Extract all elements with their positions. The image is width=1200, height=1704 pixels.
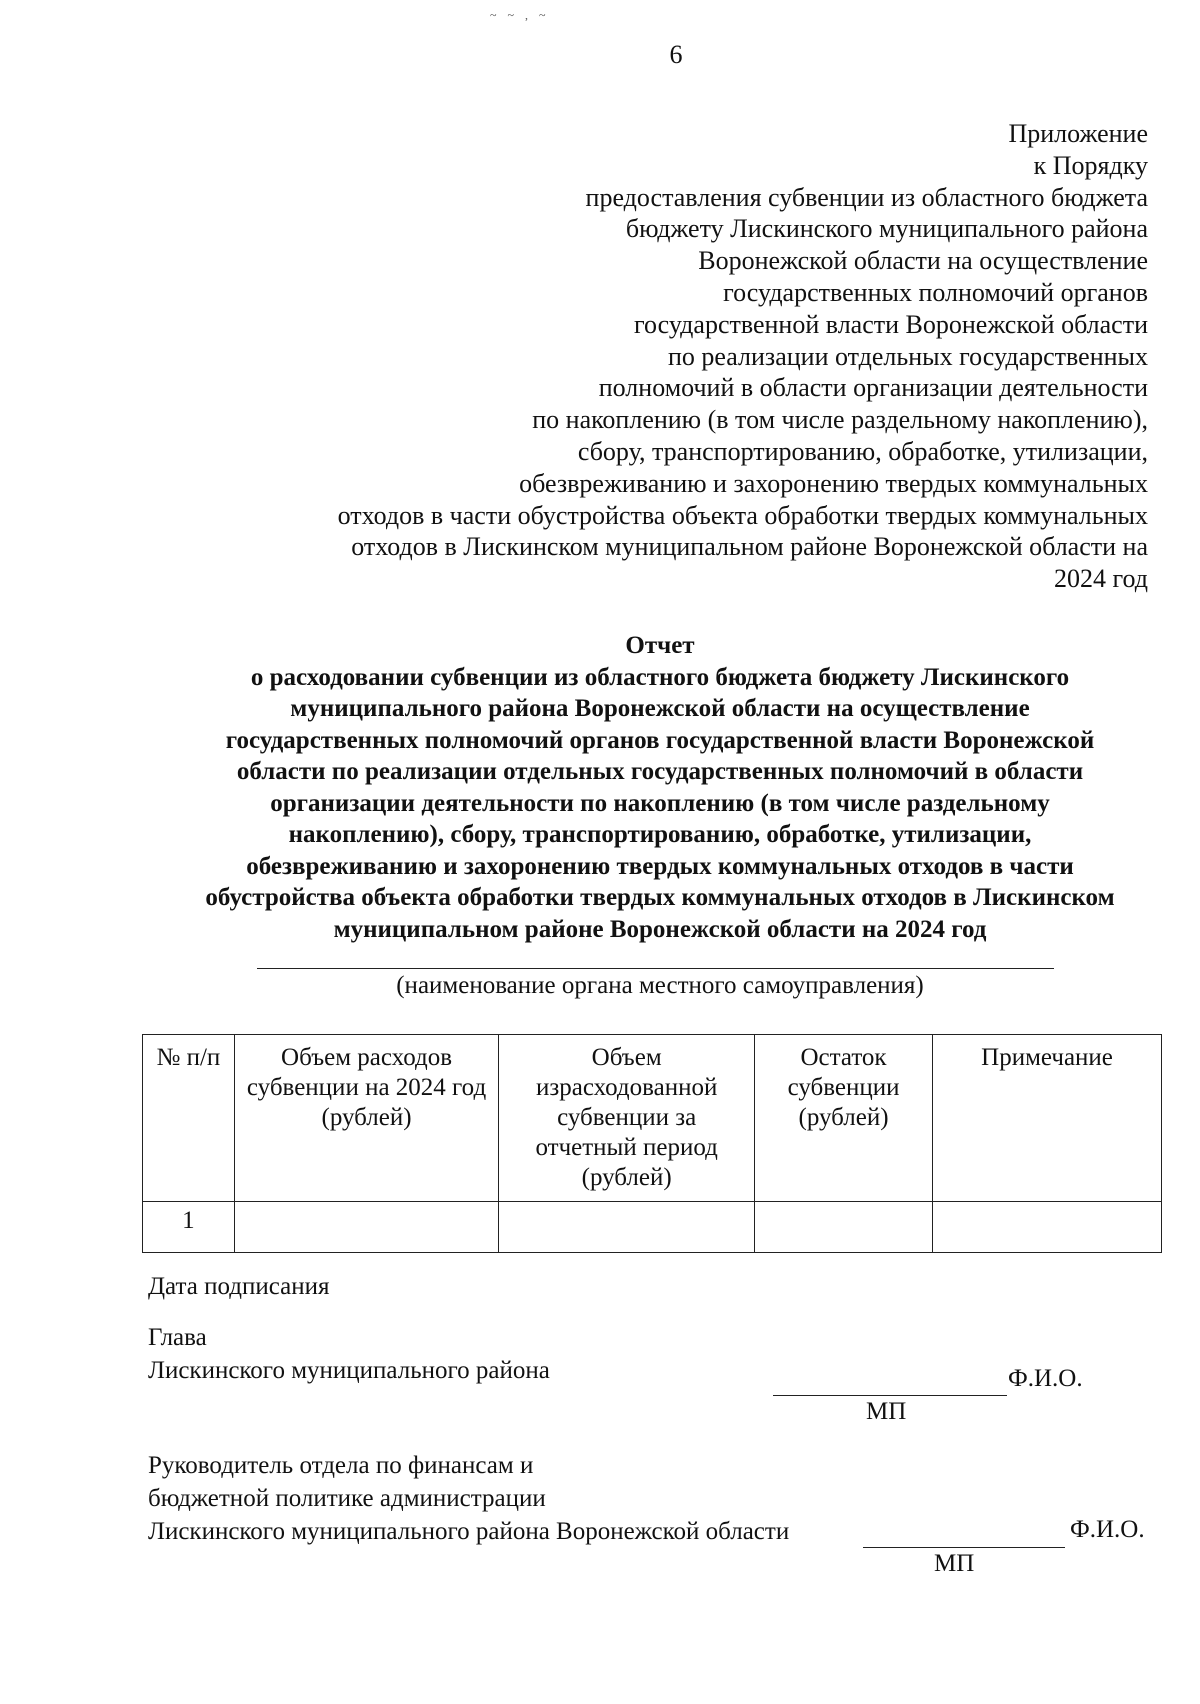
report-title-line: накоплению), сбору, транспортированию, обработке, утилизации, bbox=[288, 821, 1032, 848]
finance-signature-title bbox=[148, 1449, 789, 1548]
appendix-line: Приложение bbox=[1008, 119, 1148, 148]
scan-marks: ~ ~ , ~ bbox=[490, 8, 550, 22]
cell-number: 1 bbox=[143, 1202, 235, 1253]
appendix-line: обезвреживанию и захоронению твердых коммунальных bbox=[519, 468, 1148, 498]
appendix-line: предоставления субвенции из областного бюджета bbox=[585, 182, 1148, 212]
cell-remaining-balance bbox=[755, 1202, 933, 1253]
appendix-line: Воронежской области на осуществление bbox=[698, 246, 1148, 276]
report-title-heading: Отчет bbox=[625, 632, 695, 659]
finance-title-line: бюджетной политике администрации bbox=[148, 1485, 546, 1512]
table-row bbox=[143, 1202, 1162, 1253]
finance-title-line: Руководитель отдела по финансам и bbox=[148, 1452, 534, 1479]
report-table bbox=[142, 1034, 1162, 1253]
signing-date-label: Дата подписания bbox=[148, 1273, 330, 1300]
header-spent-amount: Объем израсходованной субвенции за отчетный период (рублей) bbox=[499, 1035, 755, 1202]
head-stamp-label: МП bbox=[866, 1398, 907, 1425]
head-fio-label: Ф.И.О. bbox=[1008, 1365, 1083, 1392]
header-remaining-balance: Остаток субвенции (рублей) bbox=[755, 1035, 933, 1202]
header-planned-expenses: Объем расходов субвенции на 2024 год (рублей) bbox=[234, 1035, 499, 1202]
appendix-line: по накоплению (в том числе раздельному накоплению), bbox=[532, 405, 1148, 435]
cell-spent-amount bbox=[499, 1202, 755, 1253]
page-number: 6 bbox=[669, 40, 683, 69]
appendix-line: к Порядку bbox=[1033, 150, 1148, 180]
head-title-line: Лискинского муниципального района bbox=[148, 1357, 550, 1384]
finance-signature-line bbox=[863, 1547, 1065, 1548]
appendix-line: отходов в части обустройства объекта обработки твердых коммунальных bbox=[337, 500, 1148, 530]
appendix-line: государственных полномочий органов bbox=[723, 277, 1148, 307]
cell-planned-expenses bbox=[234, 1202, 499, 1253]
table-header-row bbox=[143, 1035, 1162, 1202]
appendix-line: по реализации отдельных государственных bbox=[668, 341, 1148, 371]
appendix-line: 2024 год bbox=[1054, 564, 1148, 594]
appendix-block bbox=[248, 118, 1148, 595]
report-title-line: обезвреживанию и захоронению твердых коммунальных отходов в части bbox=[246, 852, 1074, 880]
report-title-line: муниципальном районе Воронежской области на 2024 год bbox=[333, 915, 987, 943]
appendix-line: сбору, транспортированию, обработке, утилизации, bbox=[577, 436, 1148, 466]
org-name-underline bbox=[257, 968, 1054, 969]
appendix-line: отходов в Лискинском муниципальном районе Воронежской области на bbox=[351, 532, 1148, 562]
org-name-caption: (наименование органа местного самоуправления) bbox=[396, 972, 924, 999]
header-number: № п/п bbox=[143, 1035, 235, 1202]
report-title-line: обустройства объекта обработки твердых коммунальных отходов в Лискинском bbox=[205, 884, 1115, 911]
cell-notes bbox=[933, 1202, 1162, 1253]
report-title-line: организации деятельности по накоплению (в том числе раздельному bbox=[270, 789, 1050, 817]
head-signature-line bbox=[773, 1395, 1007, 1396]
report-title-line: о расходовании субвенции из областного бюджета бюджету Лискинского bbox=[250, 663, 1070, 691]
head-title-line: Глава bbox=[148, 1324, 207, 1351]
appendix-line: бюджету Лискинского муниципального района bbox=[625, 214, 1148, 244]
report-title-line: муниципального района Воронежской области на осуществление bbox=[290, 695, 1030, 722]
header-notes: Примечание bbox=[933, 1035, 1162, 1202]
appendix-line: государственной власти Воронежской области bbox=[633, 309, 1148, 339]
report-title bbox=[130, 630, 1190, 945]
report-title-line: области по реализации отдельных государственных полномочий в области bbox=[236, 758, 1084, 785]
finance-title-line: Лискинского муниципального района Воронежской области bbox=[148, 1518, 790, 1545]
finance-stamp-label: МП bbox=[934, 1550, 975, 1577]
appendix-line: полномочий в области организации деятельности bbox=[598, 373, 1148, 403]
head-signature-title bbox=[148, 1321, 550, 1387]
report-title-line: государственных полномочий органов государственной власти Воронежской bbox=[225, 726, 1095, 754]
finance-fio-label: Ф.И.О. bbox=[1070, 1516, 1145, 1543]
